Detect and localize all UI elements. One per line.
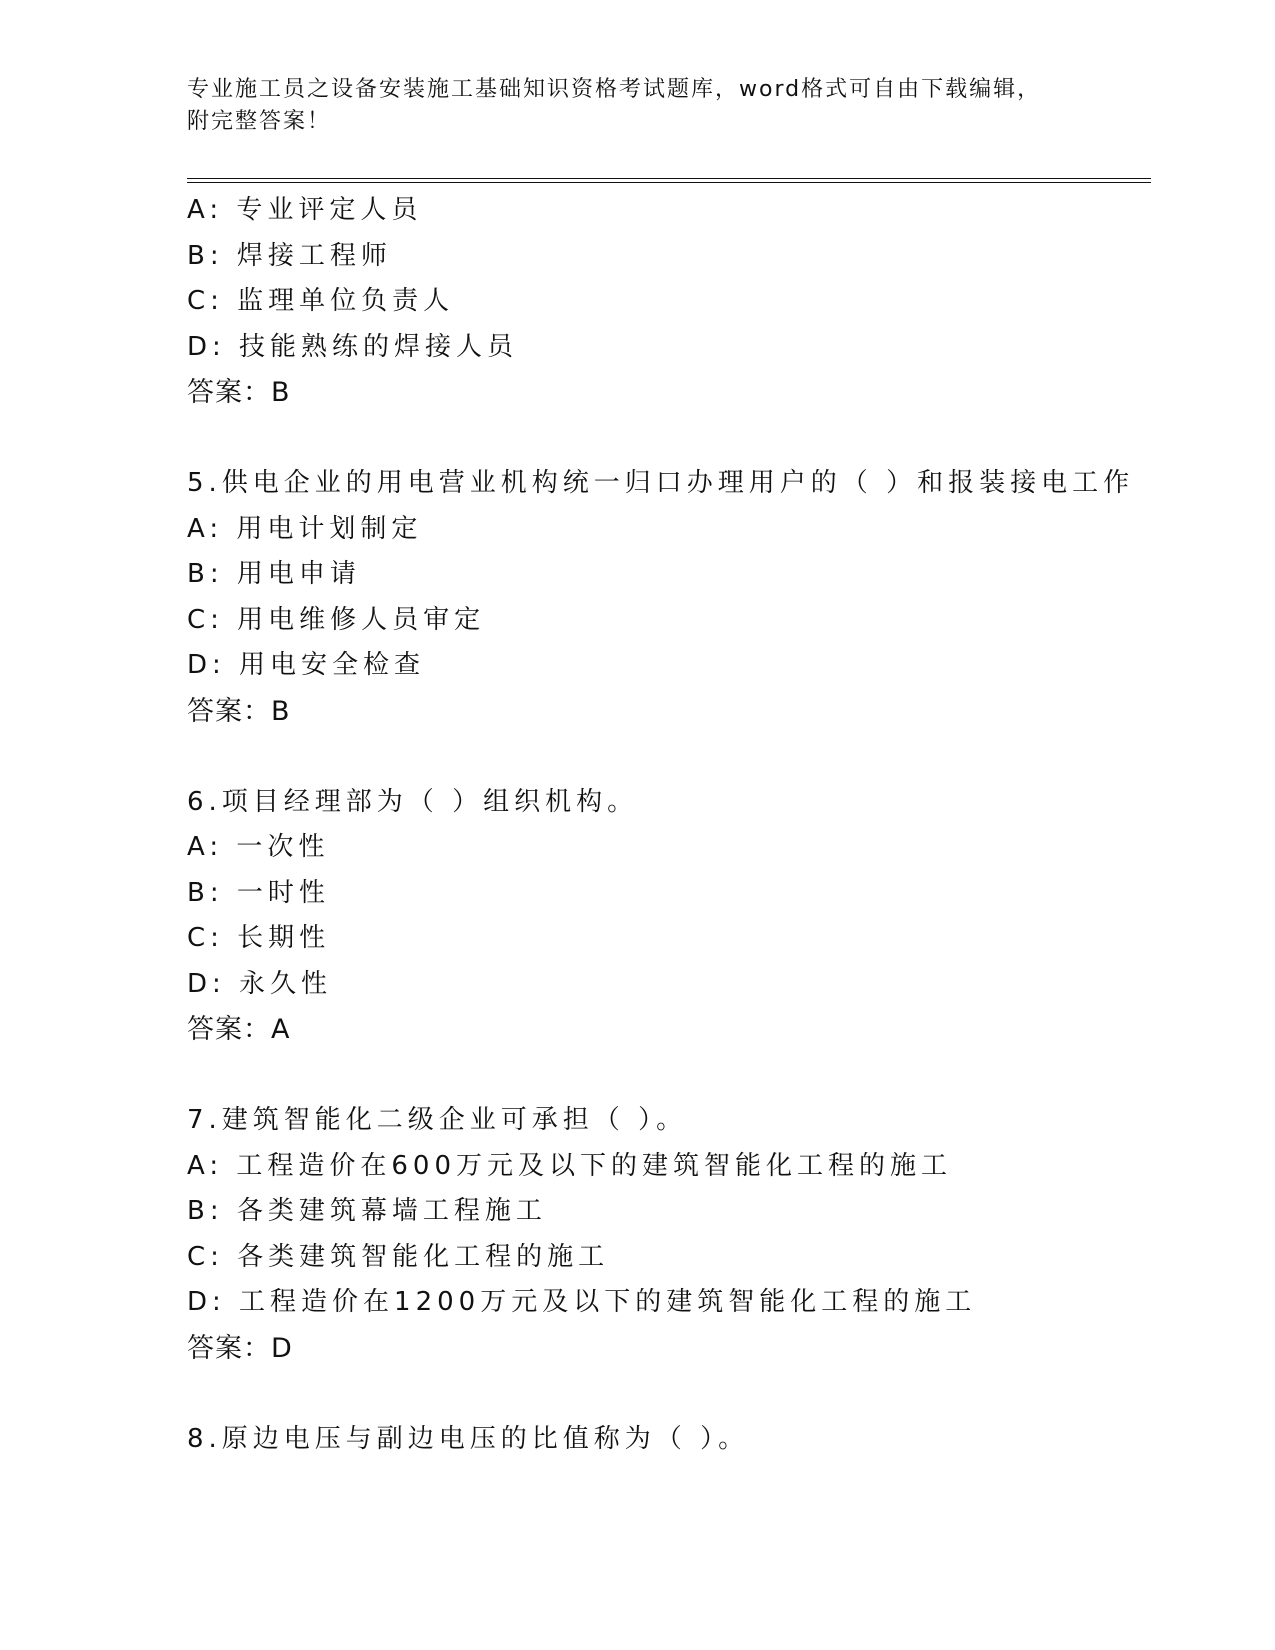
document-header xyxy=(187,74,1087,138)
answer: 答案：A xyxy=(187,1014,291,1045)
question-8 xyxy=(187,1417,1147,1463)
option-c: C: 监理单位负责人 xyxy=(187,286,455,316)
spacer xyxy=(187,734,1147,780)
answer: 答案：B xyxy=(187,377,291,408)
question-5 xyxy=(187,461,1147,734)
question-list xyxy=(187,188,1147,1462)
answer: 答案：B xyxy=(187,695,291,727)
option-c: C: 长期性 xyxy=(187,923,331,953)
option-d: D: 用电安全检查 xyxy=(187,650,426,680)
option-a: A: 用电计划制定 xyxy=(187,513,423,544)
spacer xyxy=(187,416,1147,462)
option-d: D: 技能熟练的焊接人员 xyxy=(187,331,519,362)
question-text: 7.建筑智能化二级企业可承担（ ）。 xyxy=(187,1105,688,1135)
header-rule-top xyxy=(187,178,1151,179)
option-b: B: 用电申请 xyxy=(187,559,361,589)
header-rule-bottom xyxy=(187,182,1151,183)
answer: 答案：D xyxy=(187,1332,293,1364)
option-d: D: 工程造价在1200万元及以下的建筑智能化工程的施工 xyxy=(187,1287,977,1317)
header-line-1: 专业施工员之设备安装施工基础知识资格考试题库，word格式可自由下载编辑， xyxy=(187,77,1042,102)
option-c: C: 各类建筑智能化工程的施工 xyxy=(187,1241,610,1272)
question-6 xyxy=(187,780,1147,1053)
spacer xyxy=(187,1053,1147,1099)
option-b: B: 各类建筑幕墙工程施工 xyxy=(187,1196,547,1226)
spacer xyxy=(187,1371,1147,1417)
question-text: 8.原边电压与副边电压的比值称为（ ）。 xyxy=(187,1423,750,1454)
header-line-2: 附完整答案！ xyxy=(187,109,332,134)
option-c: C: 用电维修人员审定 xyxy=(187,604,486,635)
question-4 xyxy=(187,188,1147,416)
question-text: 5.供电企业的用电营业机构统一归口办理用户的（ ）和报装接电工作 xyxy=(187,468,1135,498)
option-a: A: 一次性 xyxy=(187,832,330,862)
option-d: D: 永久性 xyxy=(187,968,333,999)
option-b: B: 一时性 xyxy=(187,877,330,908)
question-text: 6.项目经理部为（ ）组织机构。 xyxy=(187,786,639,817)
option-a: A: 工程造价在600万元及以下的建筑智能化工程的施工 xyxy=(187,1150,952,1181)
option-b: B: 焊接工程师 xyxy=(187,240,392,271)
option-a: A: 专业评定人员 xyxy=(187,195,423,225)
question-7 xyxy=(187,1098,1147,1371)
